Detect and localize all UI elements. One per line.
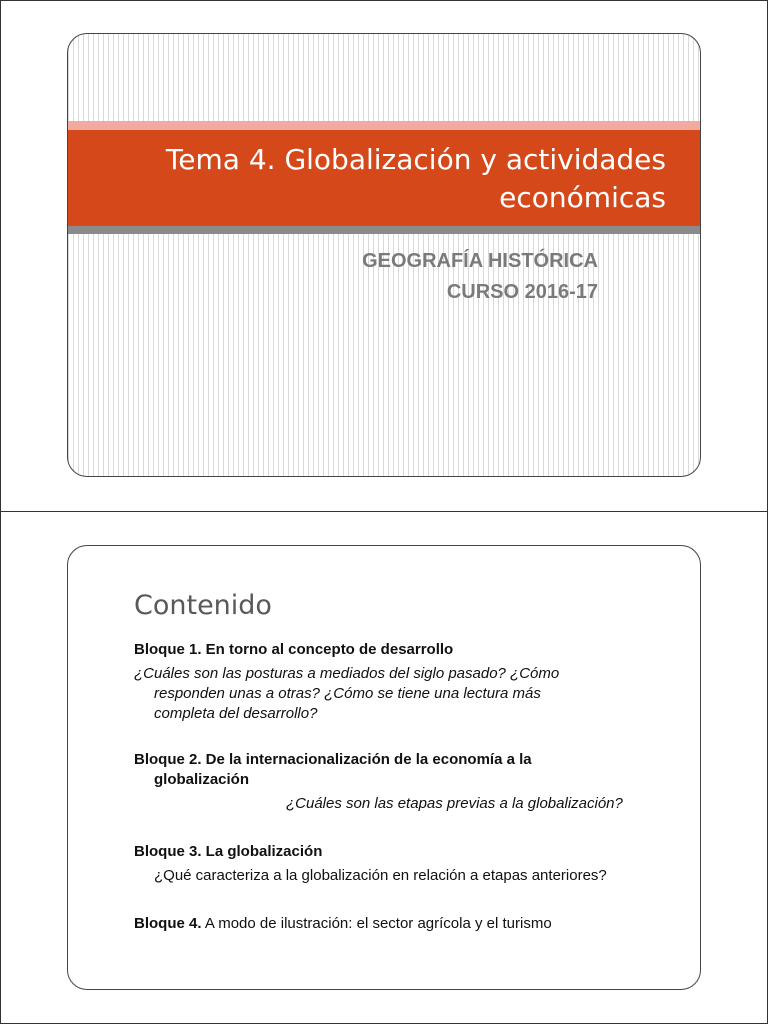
title-slide <box>67 33 701 477</box>
block-1-questions <box>134 664 634 724</box>
block-2-title-line-2: globalización <box>154 771 250 788</box>
block-2-title <box>134 750 532 790</box>
block-3-title: Bloque 3. La globalización <box>134 843 323 860</box>
block-2-question: ¿Cuáles son las etapas previas a la globalización? <box>286 795 623 812</box>
block-1-question-line-1: ¿Cuáles son las posturas a mediados del siglo pasado? ¿Cómo <box>134 665 560 682</box>
slide-subtitle <box>362 246 598 308</box>
block-4-label: Bloque 4. <box>134 915 202 932</box>
slide-title-line-1: Tema 4. Globalización y actividades <box>165 143 666 176</box>
block-2-title-line-1: Bloque 2. De la internacionalización de la economía a la <box>134 751 532 768</box>
block-1-question-line-2: responden unas a otras? ¿Cómo se tiene una lectura más <box>154 685 541 702</box>
block-1-title: Bloque 1. En torno al concepto de desarrollo <box>134 641 454 658</box>
block-4 <box>134 915 552 932</box>
gray-accent-band <box>68 226 700 234</box>
contents-slide <box>67 545 701 990</box>
subtitle-line-1: GEOGRAFÍA HISTÓRICA <box>362 250 598 272</box>
subtitle-line-2: CURSO 2016-17 <box>446 281 598 303</box>
slide-title-line-2: económicas <box>499 181 666 214</box>
slide-title <box>106 141 666 217</box>
block-4-text: A modo de ilustración: el sector agrícola y el turismo <box>201 915 552 932</box>
block-3-question: ¿Qué caracteriza a la globalización en relación a etapas anteriores? <box>154 867 607 884</box>
pink-accent-band <box>68 121 700 130</box>
contents-title: Contenido <box>134 590 272 621</box>
block-1-question-line-3: completa del desarrollo? <box>154 705 318 722</box>
